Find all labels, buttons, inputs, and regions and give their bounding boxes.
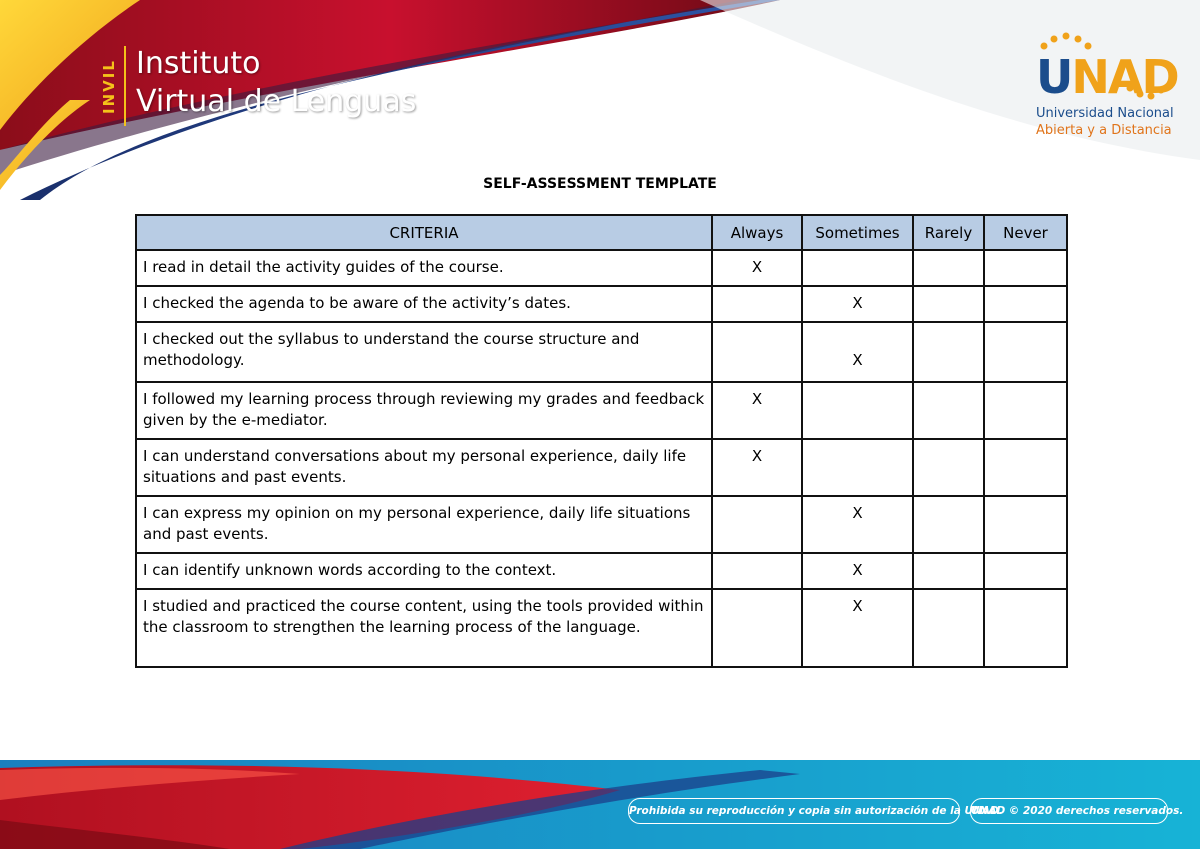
self-assessment-table <box>135 214 1068 668</box>
sometimes-cell: X <box>802 553 913 589</box>
always-cell <box>712 286 802 322</box>
ivl-vertical-mark: INVIL <box>100 59 118 115</box>
unad-subtitle-2: Abierta y a Distancia <box>1036 123 1172 138</box>
criteria-cell: I read in detail the activity guides of the course. <box>136 250 712 286</box>
never-cell <box>984 322 1067 382</box>
criteria-cell: I can express my opinion on my personal experience, daily life situations and past events. <box>136 496 712 553</box>
table-row <box>136 439 1067 496</box>
unad-letter-u: U <box>1036 50 1072 104</box>
table-header-row <box>136 215 1067 250</box>
ivl-logo <box>100 42 420 132</box>
document-title: SELF-ASSESSMENT TEMPLATE <box>483 176 717 192</box>
table-row <box>136 589 1067 667</box>
criteria-cell: I checked the agenda to be aware of the activity’s dates. <box>136 286 712 322</box>
footer-notice: Prohibida su reproducción y copia sin autorización de la UNAD. <box>628 798 960 824</box>
always-cell: X <box>712 382 802 439</box>
institute-name-line1: Instituto <box>136 46 261 81</box>
rarely-cell <box>913 496 984 553</box>
unad-subtitle-1: Universidad Nacional <box>1036 106 1174 121</box>
rarely-cell <box>913 286 984 322</box>
never-cell <box>984 286 1067 322</box>
institute-name-line2: Virtual de Lenguas <box>136 84 417 119</box>
always-cell: X <box>712 250 802 286</box>
header-always: Always <box>712 215 802 250</box>
always-cell: X <box>712 439 802 496</box>
rarely-cell <box>913 589 984 667</box>
header-sometimes: Sometimes <box>802 215 913 250</box>
table-row <box>136 286 1067 322</box>
always-cell <box>712 553 802 589</box>
sometimes-cell <box>802 439 913 496</box>
footer-banner <box>628 798 1184 824</box>
never-cell <box>984 496 1067 553</box>
sometimes-cell <box>802 250 913 286</box>
table-row <box>136 382 1067 439</box>
sometimes-cell: X <box>802 589 913 667</box>
always-cell <box>712 496 802 553</box>
rarely-cell <box>913 553 984 589</box>
criteria-cell: I checked out the syllabus to understand the course structure and methodology. <box>136 322 712 382</box>
rarely-cell <box>913 439 984 496</box>
never-cell <box>984 382 1067 439</box>
criteria-cell: I can understand conversations about my personal experience, daily life situations and past events. <box>136 439 712 496</box>
never-cell <box>984 250 1067 286</box>
unad-wordmark <box>1036 50 1178 104</box>
criteria-cell: I studied and practiced the course content, using the tools provided within the classroom to strengthen the learning process of the language. <box>136 589 712 667</box>
unad-letters-nad: NAD <box>1071 50 1178 104</box>
table-row <box>136 250 1067 286</box>
never-cell <box>984 553 1067 589</box>
never-cell <box>984 439 1067 496</box>
always-cell <box>712 589 802 667</box>
rarely-cell <box>913 250 984 286</box>
footer-copyright: UNAD © 2020 derechos reservados. <box>970 798 1168 824</box>
table-row <box>136 322 1067 382</box>
sometimes-cell <box>802 382 913 439</box>
sometimes-cell: X <box>802 496 913 553</box>
never-cell <box>984 589 1067 667</box>
ivl-divider <box>124 46 126 126</box>
table-row <box>136 496 1067 553</box>
criteria-cell: I can identify unknown words according to the context. <box>136 553 712 589</box>
sometimes-cell: X <box>802 286 913 322</box>
unad-logo <box>1030 30 1178 140</box>
criteria-cell: I followed my learning process through reviewing my grades and feedback given by the e-mediator. <box>136 382 712 439</box>
sometimes-cell: X <box>802 322 913 382</box>
rarely-cell <box>913 322 984 382</box>
header-rarely: Rarely <box>913 215 984 250</box>
header-criteria: CRITERIA <box>136 215 712 250</box>
rarely-cell <box>913 382 984 439</box>
always-cell <box>712 322 802 382</box>
header-never: Never <box>984 215 1067 250</box>
table-row <box>136 553 1067 589</box>
